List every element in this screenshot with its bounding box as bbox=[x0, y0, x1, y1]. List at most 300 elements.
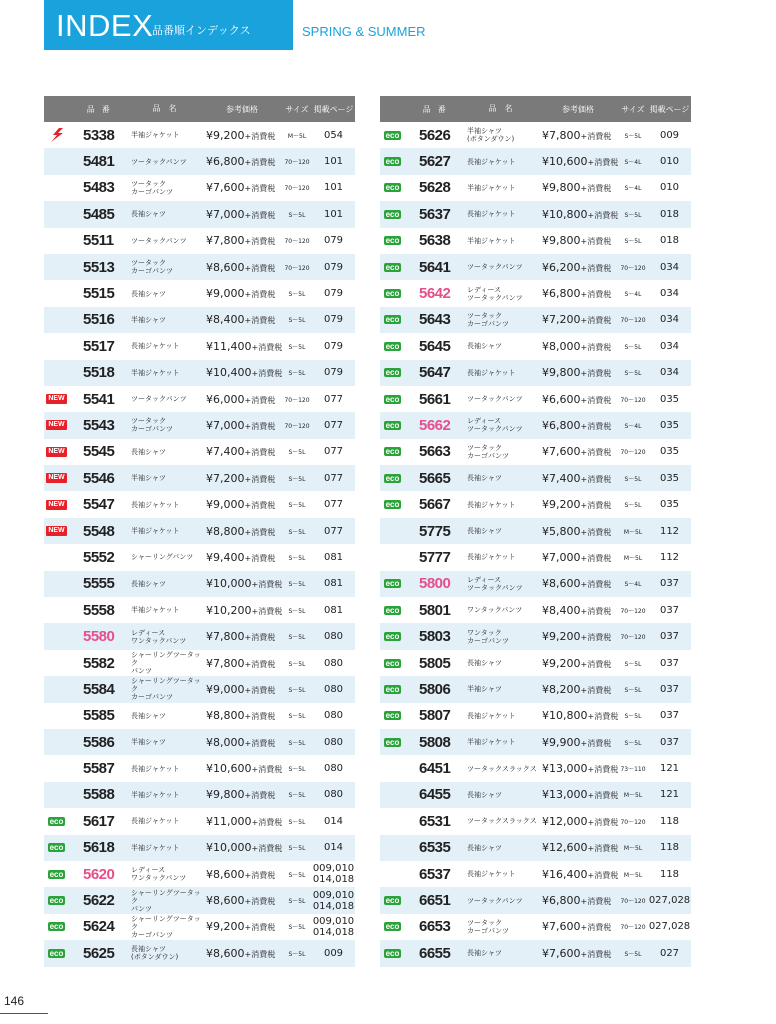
price-value: ¥9,800 bbox=[542, 366, 581, 380]
page-ref: 077 bbox=[323, 499, 344, 511]
product-name: 長袖シャツ (ボタンダウン) bbox=[131, 945, 179, 962]
reference-price bbox=[538, 683, 618, 696]
header-product-number: 品 番 bbox=[86, 104, 110, 114]
eco-badge: eco bbox=[49, 869, 64, 879]
tax-suffix: +消費税 bbox=[580, 395, 612, 405]
product-name: シャーリングパンツ bbox=[131, 553, 194, 562]
page-ref: 077 bbox=[323, 472, 344, 484]
page-ref: 014 bbox=[323, 815, 344, 827]
reference-price bbox=[538, 815, 618, 828]
size-range: M〜5L bbox=[623, 554, 643, 562]
size-range: S〜5L bbox=[288, 581, 306, 589]
product-name: 半袖ジャケット bbox=[131, 606, 180, 615]
mark-cell bbox=[380, 263, 405, 272]
eco-badge: eco bbox=[385, 394, 400, 404]
reference-price bbox=[538, 393, 618, 406]
index-table-left bbox=[44, 96, 355, 967]
new-badge: NEW bbox=[48, 474, 65, 482]
tax-suffix: +消費税 bbox=[580, 501, 612, 511]
page-ref: 101 bbox=[323, 182, 344, 194]
product-number: 5558 bbox=[83, 601, 115, 619]
page-number: 146 bbox=[4, 994, 25, 1008]
reference-price bbox=[202, 181, 282, 194]
tax-suffix: +消費税 bbox=[244, 923, 276, 933]
reference-price bbox=[202, 340, 282, 353]
size-range: M〜5L bbox=[623, 792, 643, 800]
eco-badge: eco bbox=[385, 341, 400, 351]
product-number: 5338 bbox=[83, 126, 115, 144]
size-range: S〜5L bbox=[288, 898, 306, 906]
price-value: ¥8,600 bbox=[206, 867, 245, 881]
tax-suffix: +消費税 bbox=[587, 765, 619, 775]
product-number: 5518 bbox=[83, 364, 115, 382]
eco-badge: eco bbox=[385, 157, 400, 167]
product-number: 5548 bbox=[83, 522, 115, 540]
product-name: 半袖ジャケット bbox=[467, 183, 516, 192]
price-value: ¥9,000 bbox=[206, 682, 245, 696]
table-body-left bbox=[44, 122, 355, 967]
tax-suffix: +消費税 bbox=[580, 474, 612, 484]
mark-cell bbox=[44, 420, 69, 430]
size-range: 73〜110 bbox=[620, 766, 646, 774]
size-range: S〜5L bbox=[288, 554, 306, 562]
product-number: 6655 bbox=[419, 944, 451, 962]
size-range: S〜5L bbox=[624, 475, 642, 483]
size-range: S〜5L bbox=[288, 686, 306, 694]
table-row bbox=[380, 307, 691, 333]
tax-suffix: +消費税 bbox=[244, 316, 276, 326]
tax-suffix: +消費税 bbox=[244, 237, 276, 247]
product-number: 5777 bbox=[419, 548, 451, 566]
price-value: ¥10,800 bbox=[542, 709, 588, 723]
tax-suffix: +消費税 bbox=[587, 712, 619, 722]
reference-price bbox=[202, 208, 282, 221]
page-ref: 081 bbox=[323, 604, 344, 616]
tax-suffix: +消費税 bbox=[244, 897, 276, 907]
mark-cell bbox=[44, 394, 69, 404]
product-number: 5807 bbox=[419, 707, 451, 725]
size-range: S〜4L bbox=[624, 581, 642, 589]
mark-cell bbox=[380, 183, 405, 192]
size-range: S〜5L bbox=[288, 766, 306, 774]
index-table-right bbox=[380, 96, 691, 967]
reference-price bbox=[202, 841, 282, 854]
product-name: ツータック カーゴパンツ bbox=[467, 311, 509, 328]
table-row bbox=[380, 333, 691, 359]
product-name: 半袖シャツ bbox=[131, 315, 166, 324]
tax-suffix: +消費税 bbox=[251, 369, 283, 379]
size-range: S〜5L bbox=[288, 924, 306, 932]
product-number: 5622 bbox=[83, 892, 115, 910]
page-ref: 027 bbox=[659, 947, 680, 959]
mark-cell bbox=[380, 395, 405, 404]
reference-price bbox=[202, 604, 282, 617]
tax-suffix: +消費税 bbox=[244, 263, 276, 273]
product-number: 5585 bbox=[83, 707, 115, 725]
product-name: 半袖シャツ bbox=[131, 738, 166, 747]
tax-suffix: +消費税 bbox=[244, 738, 276, 748]
product-name: 長袖シャツ bbox=[467, 474, 502, 483]
price-value: ¥8,800 bbox=[206, 709, 245, 723]
size-range: S〜5L bbox=[624, 211, 642, 219]
page-ref: 014 bbox=[323, 842, 344, 854]
table-header bbox=[380, 96, 691, 122]
reference-price bbox=[538, 947, 618, 960]
reference-price bbox=[202, 947, 282, 960]
product-number: 5627 bbox=[419, 153, 451, 171]
price-value: ¥8,000 bbox=[542, 339, 581, 353]
eco-badge: eco bbox=[385, 684, 400, 694]
price-value: ¥10,200 bbox=[206, 603, 252, 617]
product-number: 5547 bbox=[83, 496, 115, 514]
tax-suffix: +消費税 bbox=[244, 501, 276, 511]
price-value: ¥12,600 bbox=[542, 841, 588, 855]
product-name: シャーリングツータック カーゴパンツ bbox=[131, 677, 201, 702]
mark-cell bbox=[380, 500, 405, 509]
page-ref: 034 bbox=[659, 340, 680, 352]
table-row bbox=[380, 676, 691, 702]
size-range: S〜5L bbox=[288, 792, 306, 800]
table-row bbox=[44, 729, 355, 755]
eco-badge: eco bbox=[385, 632, 400, 642]
page-ref: 037 bbox=[659, 604, 680, 616]
size-range: S〜5L bbox=[288, 871, 306, 879]
mark-cell bbox=[380, 738, 405, 747]
table-row bbox=[44, 465, 355, 491]
price-value: ¥7,000 bbox=[206, 418, 245, 432]
page-ref: 080 bbox=[323, 736, 344, 748]
table-row bbox=[44, 175, 355, 201]
mark-cell bbox=[380, 131, 405, 140]
reference-price bbox=[538, 868, 618, 881]
table-row bbox=[380, 940, 691, 966]
header-product-number: 品 番 bbox=[422, 104, 446, 114]
tax-suffix: +消費税 bbox=[244, 184, 276, 194]
product-name: 半袖シャツ (ボタンダウン) bbox=[467, 127, 515, 144]
table-row bbox=[44, 544, 355, 570]
reference-price bbox=[538, 498, 618, 511]
eco-badge: eco bbox=[385, 579, 400, 589]
reference-price bbox=[202, 366, 282, 379]
size-range: 70〜120 bbox=[284, 238, 310, 246]
page-ref: 080 bbox=[323, 789, 344, 801]
reference-price bbox=[538, 366, 618, 379]
page-number-rule bbox=[0, 1013, 48, 1014]
table-row bbox=[44, 254, 355, 280]
product-number: 5643 bbox=[419, 311, 451, 329]
size-range: M〜5L bbox=[623, 871, 643, 879]
table-row bbox=[380, 887, 691, 913]
index-title: INDEX bbox=[56, 8, 154, 43]
size-range: S〜4L bbox=[624, 185, 642, 193]
price-value: ¥7,600 bbox=[542, 445, 581, 459]
size-range: S〜5L bbox=[624, 343, 642, 351]
price-value: ¥7,000 bbox=[542, 550, 581, 564]
price-value: ¥9,200 bbox=[206, 128, 245, 142]
page-ref: 079 bbox=[323, 261, 344, 273]
product-name: 長袖ジャケット bbox=[467, 210, 516, 219]
product-number: 5580 bbox=[83, 628, 115, 646]
header-size: サイズ bbox=[285, 104, 309, 114]
eco-badge: eco bbox=[385, 500, 400, 510]
reference-price bbox=[202, 155, 282, 168]
tax-suffix: +消費税 bbox=[244, 448, 276, 458]
mark-cell bbox=[380, 157, 405, 166]
product-name: レディース ワンタックパンツ bbox=[131, 628, 187, 645]
table-row bbox=[44, 703, 355, 729]
page-ref: 077 bbox=[323, 393, 344, 405]
product-number: 5552 bbox=[83, 548, 115, 566]
reference-price bbox=[538, 208, 618, 221]
index-subtitle: 品番順インデックス bbox=[152, 24, 251, 37]
price-value: ¥7,200 bbox=[542, 313, 581, 327]
mark-cell bbox=[44, 128, 69, 142]
tax-suffix: +消費税 bbox=[251, 844, 283, 854]
table-row bbox=[380, 228, 691, 254]
page-ref: 034 bbox=[659, 261, 680, 273]
reference-price bbox=[202, 445, 282, 458]
reference-price bbox=[538, 234, 618, 247]
mark-cell bbox=[44, 500, 69, 510]
eco-badge: eco bbox=[385, 711, 400, 721]
product-number: 6651 bbox=[419, 892, 451, 910]
price-value: ¥9,200 bbox=[206, 920, 245, 934]
reference-price bbox=[202, 657, 282, 670]
size-range: M〜5L bbox=[623, 528, 643, 536]
product-name: 長袖シャツ bbox=[467, 790, 502, 799]
product-name: 長袖シャツ bbox=[467, 342, 502, 351]
product-name: 長袖ジャケット bbox=[467, 553, 516, 562]
size-range: S〜4L bbox=[624, 291, 642, 299]
product-number: 5775 bbox=[419, 522, 451, 540]
price-value: ¥8,600 bbox=[206, 260, 245, 274]
mark-cell bbox=[380, 342, 405, 351]
page-ref: 079 bbox=[323, 340, 344, 352]
product-name: 長袖シャツ bbox=[131, 210, 166, 219]
reference-price bbox=[538, 287, 618, 300]
product-name: ツータックスラックス bbox=[467, 817, 537, 826]
table-row bbox=[380, 544, 691, 570]
eco-badge: eco bbox=[49, 843, 64, 853]
eco-badge: eco bbox=[49, 816, 64, 826]
price-value: ¥7,400 bbox=[206, 445, 245, 459]
page-ref: 079 bbox=[323, 314, 344, 326]
tax-suffix: +消費税 bbox=[580, 369, 612, 379]
product-name: 長袖シャツ bbox=[131, 711, 166, 720]
price-value: ¥8,400 bbox=[542, 603, 581, 617]
product-name: レディース ワンタックパンツ bbox=[131, 866, 187, 883]
size-range: S〜5L bbox=[624, 713, 642, 721]
mark-cell bbox=[380, 659, 405, 668]
reference-price bbox=[538, 181, 618, 194]
product-number: 5800 bbox=[419, 575, 451, 593]
page-ref: 035 bbox=[659, 446, 680, 458]
table-row bbox=[44, 597, 355, 623]
page-ref: 080 bbox=[323, 710, 344, 722]
reference-price bbox=[202, 577, 282, 590]
reference-price bbox=[202, 234, 282, 247]
table-row bbox=[44, 782, 355, 808]
tax-suffix: +消費税 bbox=[244, 659, 276, 669]
new-badge: NEW bbox=[48, 527, 65, 535]
price-value: ¥10,000 bbox=[206, 841, 252, 855]
page-ref: 037 bbox=[659, 657, 680, 669]
tax-suffix: +消費税 bbox=[580, 421, 612, 431]
mark-cell bbox=[380, 579, 405, 588]
tax-suffix: +消費税 bbox=[580, 923, 612, 933]
reference-price bbox=[538, 313, 618, 326]
size-range: S〜5L bbox=[288, 818, 306, 826]
size-range: S〜5L bbox=[624, 686, 642, 694]
table-row bbox=[380, 755, 691, 781]
page-ref: 034 bbox=[659, 314, 680, 326]
page-ref: 080 bbox=[323, 657, 344, 669]
table-row bbox=[380, 148, 691, 174]
page-ref: 010 bbox=[659, 182, 680, 194]
tax-suffix: +消費税 bbox=[244, 421, 276, 431]
product-number: 5624 bbox=[83, 918, 115, 936]
size-range: S〜5L bbox=[288, 317, 306, 325]
price-value: ¥9,800 bbox=[206, 788, 245, 802]
reference-price bbox=[538, 709, 618, 722]
size-range: S〜5L bbox=[288, 713, 306, 721]
product-number: 5587 bbox=[83, 760, 115, 778]
page-ref: 035 bbox=[659, 472, 680, 484]
product-name: ツータックパンツ bbox=[131, 236, 187, 245]
eco-badge: eco bbox=[385, 605, 400, 615]
eco-badge: eco bbox=[385, 473, 400, 483]
lightning-icon bbox=[49, 128, 65, 142]
product-number: 5625 bbox=[83, 944, 115, 962]
eco-badge: eco bbox=[385, 183, 400, 193]
table-row bbox=[44, 623, 355, 649]
product-number: 5638 bbox=[419, 232, 451, 250]
product-number: 6451 bbox=[419, 760, 451, 778]
mark-cell bbox=[44, 896, 69, 905]
page-ref: 081 bbox=[323, 551, 344, 563]
product-name: ツータック カーゴパンツ bbox=[131, 417, 173, 434]
product-name: ツータック カーゴパンツ bbox=[467, 918, 509, 935]
price-value: ¥6,000 bbox=[206, 392, 245, 406]
tax-suffix: +消費税 bbox=[580, 131, 612, 141]
tax-suffix: +消費税 bbox=[580, 263, 612, 273]
page-ref: 112 bbox=[659, 551, 680, 563]
reference-price bbox=[202, 788, 282, 801]
table-row bbox=[44, 360, 355, 386]
product-number: 5637 bbox=[419, 205, 451, 223]
product-number: 5541 bbox=[83, 390, 115, 408]
product-number: 5618 bbox=[83, 839, 115, 857]
product-name: 長袖シャツ bbox=[467, 527, 502, 536]
table-row bbox=[380, 254, 691, 280]
page-ref: 101 bbox=[323, 156, 344, 168]
reference-price bbox=[202, 525, 282, 538]
product-number: 5808 bbox=[419, 733, 451, 751]
eco-badge: eco bbox=[385, 289, 400, 299]
header-page: 掲載ページ bbox=[649, 104, 690, 114]
reference-price bbox=[202, 630, 282, 643]
mark-cell bbox=[380, 711, 405, 720]
product-number: 6455 bbox=[419, 786, 451, 804]
table-row bbox=[380, 175, 691, 201]
product-name: ツータック カーゴパンツ bbox=[467, 443, 509, 460]
price-value: ¥7,600 bbox=[542, 946, 581, 960]
mark-cell bbox=[44, 843, 69, 852]
tax-suffix: +消費税 bbox=[244, 870, 276, 880]
header-page: 掲載ページ bbox=[313, 104, 354, 114]
tax-suffix: +消費税 bbox=[587, 844, 619, 854]
price-value: ¥5,800 bbox=[542, 524, 581, 538]
page-ref: 027,028 bbox=[648, 921, 691, 933]
size-range: S〜5L bbox=[624, 238, 642, 246]
page-ref: 037 bbox=[659, 578, 680, 590]
table-row bbox=[380, 808, 691, 834]
product-number: 5806 bbox=[419, 680, 451, 698]
product-name: 長袖シャツ bbox=[467, 949, 502, 958]
product-number: 5805 bbox=[419, 654, 451, 672]
table-row bbox=[380, 597, 691, 623]
size-range: 70〜120 bbox=[284, 159, 310, 167]
product-number: 6653 bbox=[419, 918, 451, 936]
price-value: ¥13,000 bbox=[542, 762, 588, 776]
tax-suffix: +消費税 bbox=[580, 553, 612, 563]
product-number: 5517 bbox=[83, 337, 115, 355]
table-row bbox=[44, 439, 355, 465]
size-range: S〜5L bbox=[624, 502, 642, 510]
eco-badge: eco bbox=[385, 420, 400, 430]
page-ref: 009,010 014,018 bbox=[312, 889, 355, 912]
product-name: 長袖ジャケット bbox=[467, 368, 516, 377]
table-row bbox=[44, 333, 355, 359]
mark-cell bbox=[44, 922, 69, 931]
size-range: S〜5L bbox=[288, 343, 306, 351]
eco-badge: eco bbox=[49, 948, 64, 958]
price-value: ¥9,800 bbox=[542, 234, 581, 248]
header-reference-price: 参考価格 bbox=[226, 104, 258, 114]
product-name: 長袖ジャケット bbox=[131, 342, 180, 351]
price-value: ¥10,000 bbox=[206, 577, 252, 591]
price-value: ¥11,000 bbox=[206, 814, 252, 828]
price-value: ¥6,800 bbox=[542, 418, 581, 432]
new-badge: NEW bbox=[48, 421, 65, 429]
size-range: S〜5L bbox=[288, 211, 306, 219]
product-number: 5485 bbox=[83, 205, 115, 223]
price-value: ¥7,800 bbox=[206, 630, 245, 644]
tax-suffix: +消費税 bbox=[251, 817, 283, 827]
price-value: ¥6,200 bbox=[542, 260, 581, 274]
mark-cell bbox=[44, 473, 69, 483]
table-row bbox=[44, 676, 355, 702]
price-value: ¥7,800 bbox=[206, 234, 245, 248]
page-ref: 118 bbox=[659, 868, 680, 880]
size-range: S〜5L bbox=[288, 660, 306, 668]
eco-badge: eco bbox=[385, 948, 400, 958]
product-number: 5801 bbox=[419, 601, 451, 619]
mark-cell bbox=[380, 210, 405, 219]
product-number: 5662 bbox=[419, 416, 451, 434]
tax-suffix: +消費税 bbox=[587, 870, 619, 880]
mark-cell bbox=[380, 474, 405, 483]
reference-price bbox=[538, 762, 618, 775]
reference-price bbox=[202, 419, 282, 432]
tax-suffix: +消費税 bbox=[244, 553, 276, 563]
size-range: 70〜120 bbox=[620, 898, 646, 906]
tax-suffix: +消費税 bbox=[580, 606, 612, 616]
reference-price bbox=[538, 736, 618, 749]
reference-price bbox=[538, 657, 618, 670]
page-ref: 079 bbox=[323, 235, 344, 247]
tax-suffix: +消費税 bbox=[580, 580, 612, 590]
